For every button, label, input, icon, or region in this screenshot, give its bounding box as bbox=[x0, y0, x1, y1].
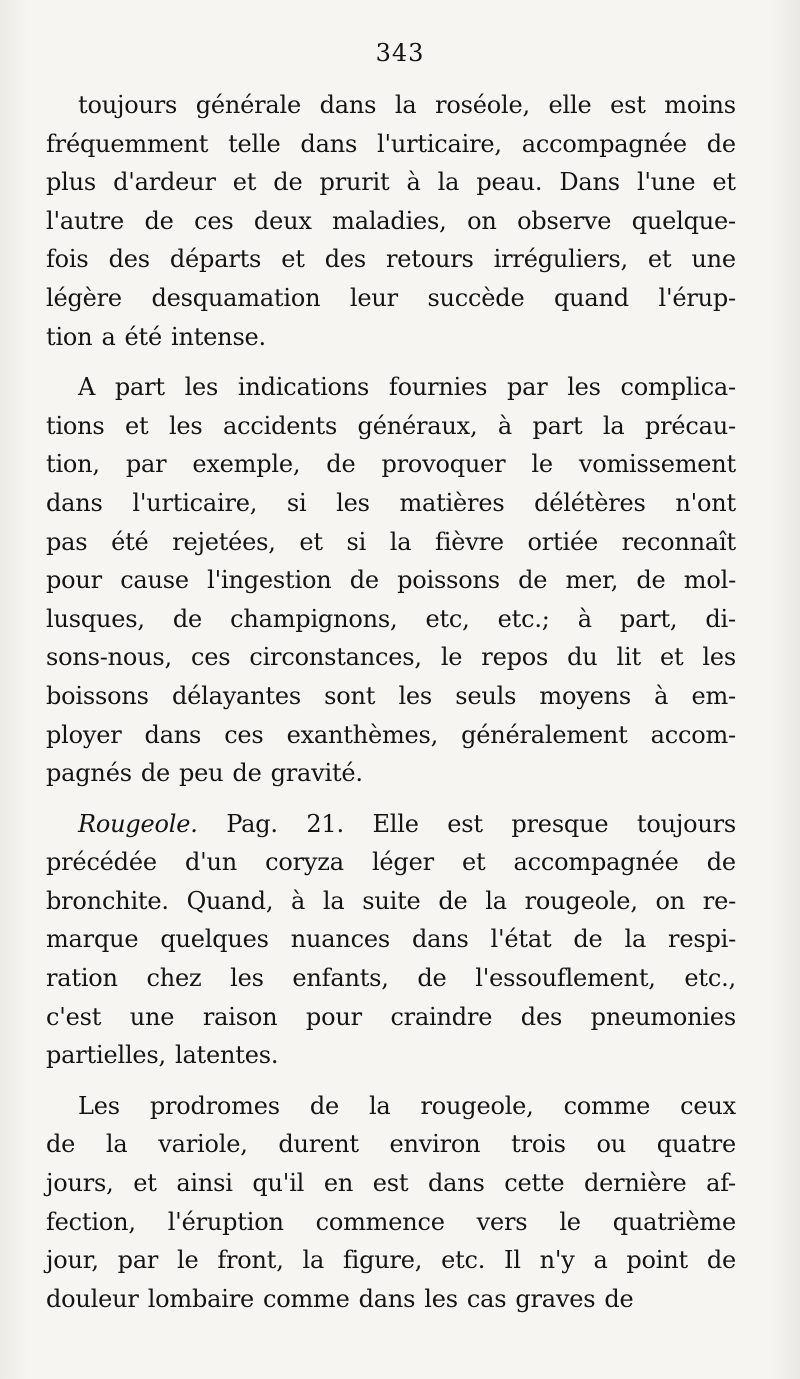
text-line: lusques, de champignons, etc, etc.; à part, di- bbox=[46, 604, 736, 633]
text-line: A part les indications fournies par les complica- bbox=[78, 373, 736, 402]
text-line: toujours générale dans la roséole, elle est moins bbox=[78, 91, 736, 119]
text-line: Rougeole. Pag. 21. Elle est presque toujours bbox=[46, 805, 736, 844]
text-line: légère desquamation leur succède quand l'érup- bbox=[46, 283, 736, 312]
text-line: sons-nous, ces circonstances, le repos du lit et les bbox=[46, 643, 736, 672]
paragraph bbox=[46, 368, 736, 793]
text-line: tions et les accidents généraux, à part la précau- bbox=[46, 411, 736, 440]
text-line: tion, par exemple, de provoquer le vomissement bbox=[46, 450, 736, 479]
text-line: douleur lombaire comme dans les cas graves de bbox=[46, 1284, 634, 1313]
text-line: Les prodromes de la rougeole, comme ceux bbox=[78, 1091, 736, 1120]
body-text bbox=[46, 86, 736, 1318]
text-line: ployer dans ces exanthèmes, généralement accom- bbox=[46, 720, 736, 749]
text-line: de la variole, durent environ trois ou quatre bbox=[46, 1130, 736, 1159]
text-line: ration chez les enfants, de l'essouflement, etc., bbox=[46, 964, 736, 993]
text-line: dans l'urticaire, si les matières délétères n'ont bbox=[46, 488, 736, 517]
text-line: fois des départs et des retours irréguliers, et une bbox=[46, 245, 736, 274]
text-line: fréquemment telle dans l'urticaire, accompagnée de bbox=[46, 129, 736, 158]
text-line: pagnés de peu de gravité. bbox=[46, 759, 363, 788]
text-line: tion a été intense. bbox=[46, 322, 266, 351]
text-line: plus d'ardeur et de prurit à la peau. Dans l'une et bbox=[46, 168, 736, 197]
paragraph-gap bbox=[46, 1075, 736, 1087]
text-line: c'est une raison pour craindre des pneumonies bbox=[46, 1002, 736, 1031]
text-line: marque quelques nuances dans l'état de la respi- bbox=[46, 925, 736, 954]
paragraph bbox=[46, 805, 736, 1075]
text-line: pas été rejetées, et si la fièvre ortiée reconnaît bbox=[46, 527, 736, 556]
text-line: jour, par le front, la figure, etc. Il n'y a point de bbox=[46, 1246, 736, 1275]
text-line: pour cause l'ingestion de poissons de mer, de mol- bbox=[46, 566, 736, 595]
page-number: 343 bbox=[375, 39, 425, 67]
text-line: fection, l'éruption commence vers le quatrième bbox=[46, 1207, 736, 1236]
paragraph-gap bbox=[46, 356, 736, 368]
text-line: partielles, latentes. bbox=[46, 1041, 279, 1070]
text-line: précédée d'un coryza léger et accompagnée de bbox=[46, 848, 736, 877]
paragraph bbox=[46, 86, 736, 356]
section-heading: Rougeole. bbox=[78, 809, 198, 838]
text-line: jours, et ainsi qu'il en est dans cette dernière af- bbox=[46, 1169, 736, 1198]
paragraph bbox=[46, 1087, 736, 1319]
paragraph-gap bbox=[46, 793, 736, 805]
text-line: boissons délayantes sont les seuls moyens à em- bbox=[46, 681, 736, 710]
text-line: l'autre de ces deux maladies, on observe quelque- bbox=[46, 206, 736, 235]
text-line: bronchite. Quand, à la suite de la rougeole, on re- bbox=[46, 886, 736, 915]
